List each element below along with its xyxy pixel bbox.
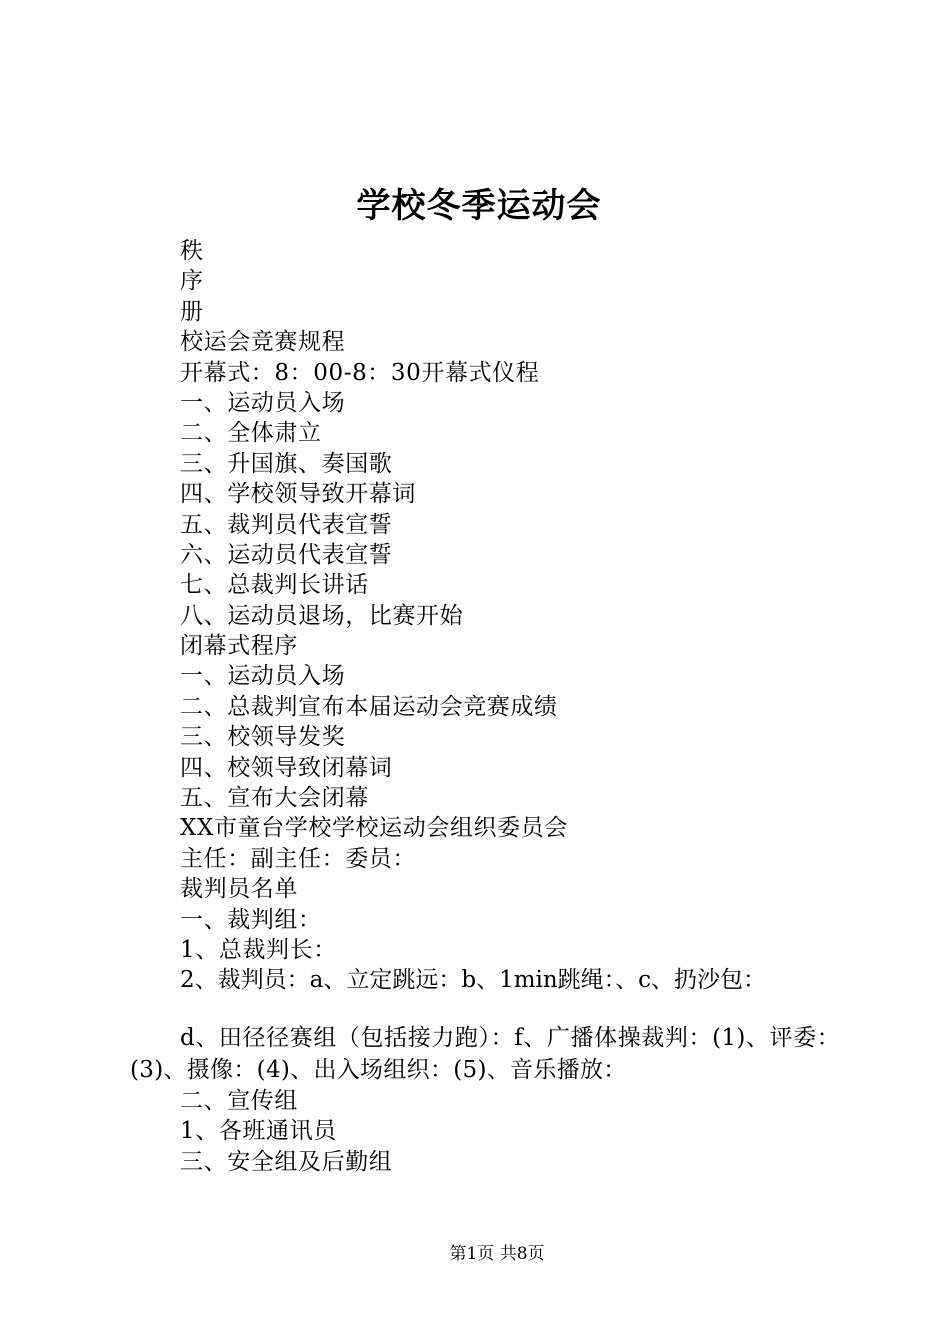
text-line: 秩 xyxy=(180,238,204,264)
page-number-footer: 第1页 共8页 xyxy=(449,1244,545,1264)
text-line: 2、裁判员：a、立定跳远：b、1min跳绳：、c、扔沙包： xyxy=(180,967,767,994)
text-line: 1、各班通讯员 xyxy=(180,1118,337,1145)
text-line: 序 xyxy=(180,268,204,295)
text-line: 三、校领导发奖 xyxy=(180,724,346,751)
text-line: 六、运动员代表宣誓 xyxy=(180,541,393,568)
text-line: 开幕式：8：00-8：30开幕式仪程 xyxy=(180,359,540,386)
text-line: 二、总裁判宣布本届运动会竞赛成绩 xyxy=(180,693,558,720)
text-line: 二、宣传组 xyxy=(180,1087,298,1114)
document-body xyxy=(130,236,840,1177)
text-line: 校运会竞赛规程 xyxy=(180,329,346,356)
text-line: 一、运动员入场 xyxy=(180,663,346,690)
text-line: 五、裁判员代表宣誓 xyxy=(180,511,393,538)
text-line: 四、校领导致闭幕词 xyxy=(180,754,393,781)
text-line: 主任：副主任：委员： xyxy=(180,845,416,872)
text-line: 1、总裁判长： xyxy=(180,936,337,963)
text-line: 一、裁判组： xyxy=(180,906,322,933)
text-line: 一、运动员入场 xyxy=(180,389,346,416)
text-line: 闭幕式程序 xyxy=(180,633,298,660)
document-title: 学校冬季运动会 xyxy=(356,186,602,226)
text-line: 八、运动员退场，比赛开始 xyxy=(180,602,464,629)
text-line: XX市童台学校学校运动会组织委员会 xyxy=(180,815,568,842)
text-line: 五、宣布大会闭幕 xyxy=(180,785,369,812)
text-line: 七、总裁判长讲话 xyxy=(180,572,369,599)
text-line: 三、升国旗、奏国歌 xyxy=(180,450,393,477)
text-line: 四、学校领导致开幕词 xyxy=(180,481,416,508)
text-line: 裁判员名单 xyxy=(180,876,298,903)
text-line: 册 xyxy=(180,298,204,325)
text-paragraph: d、田径径赛组（包括接力跑）：f、广播体操裁判：(1)、评委：(3)、摄像：(4)、出入场组织：(5)、音乐播放： xyxy=(130,1024,840,1083)
text-line: 三、安全组及后勤组 xyxy=(180,1148,393,1175)
text-line: 二、全体肃立 xyxy=(180,420,322,447)
